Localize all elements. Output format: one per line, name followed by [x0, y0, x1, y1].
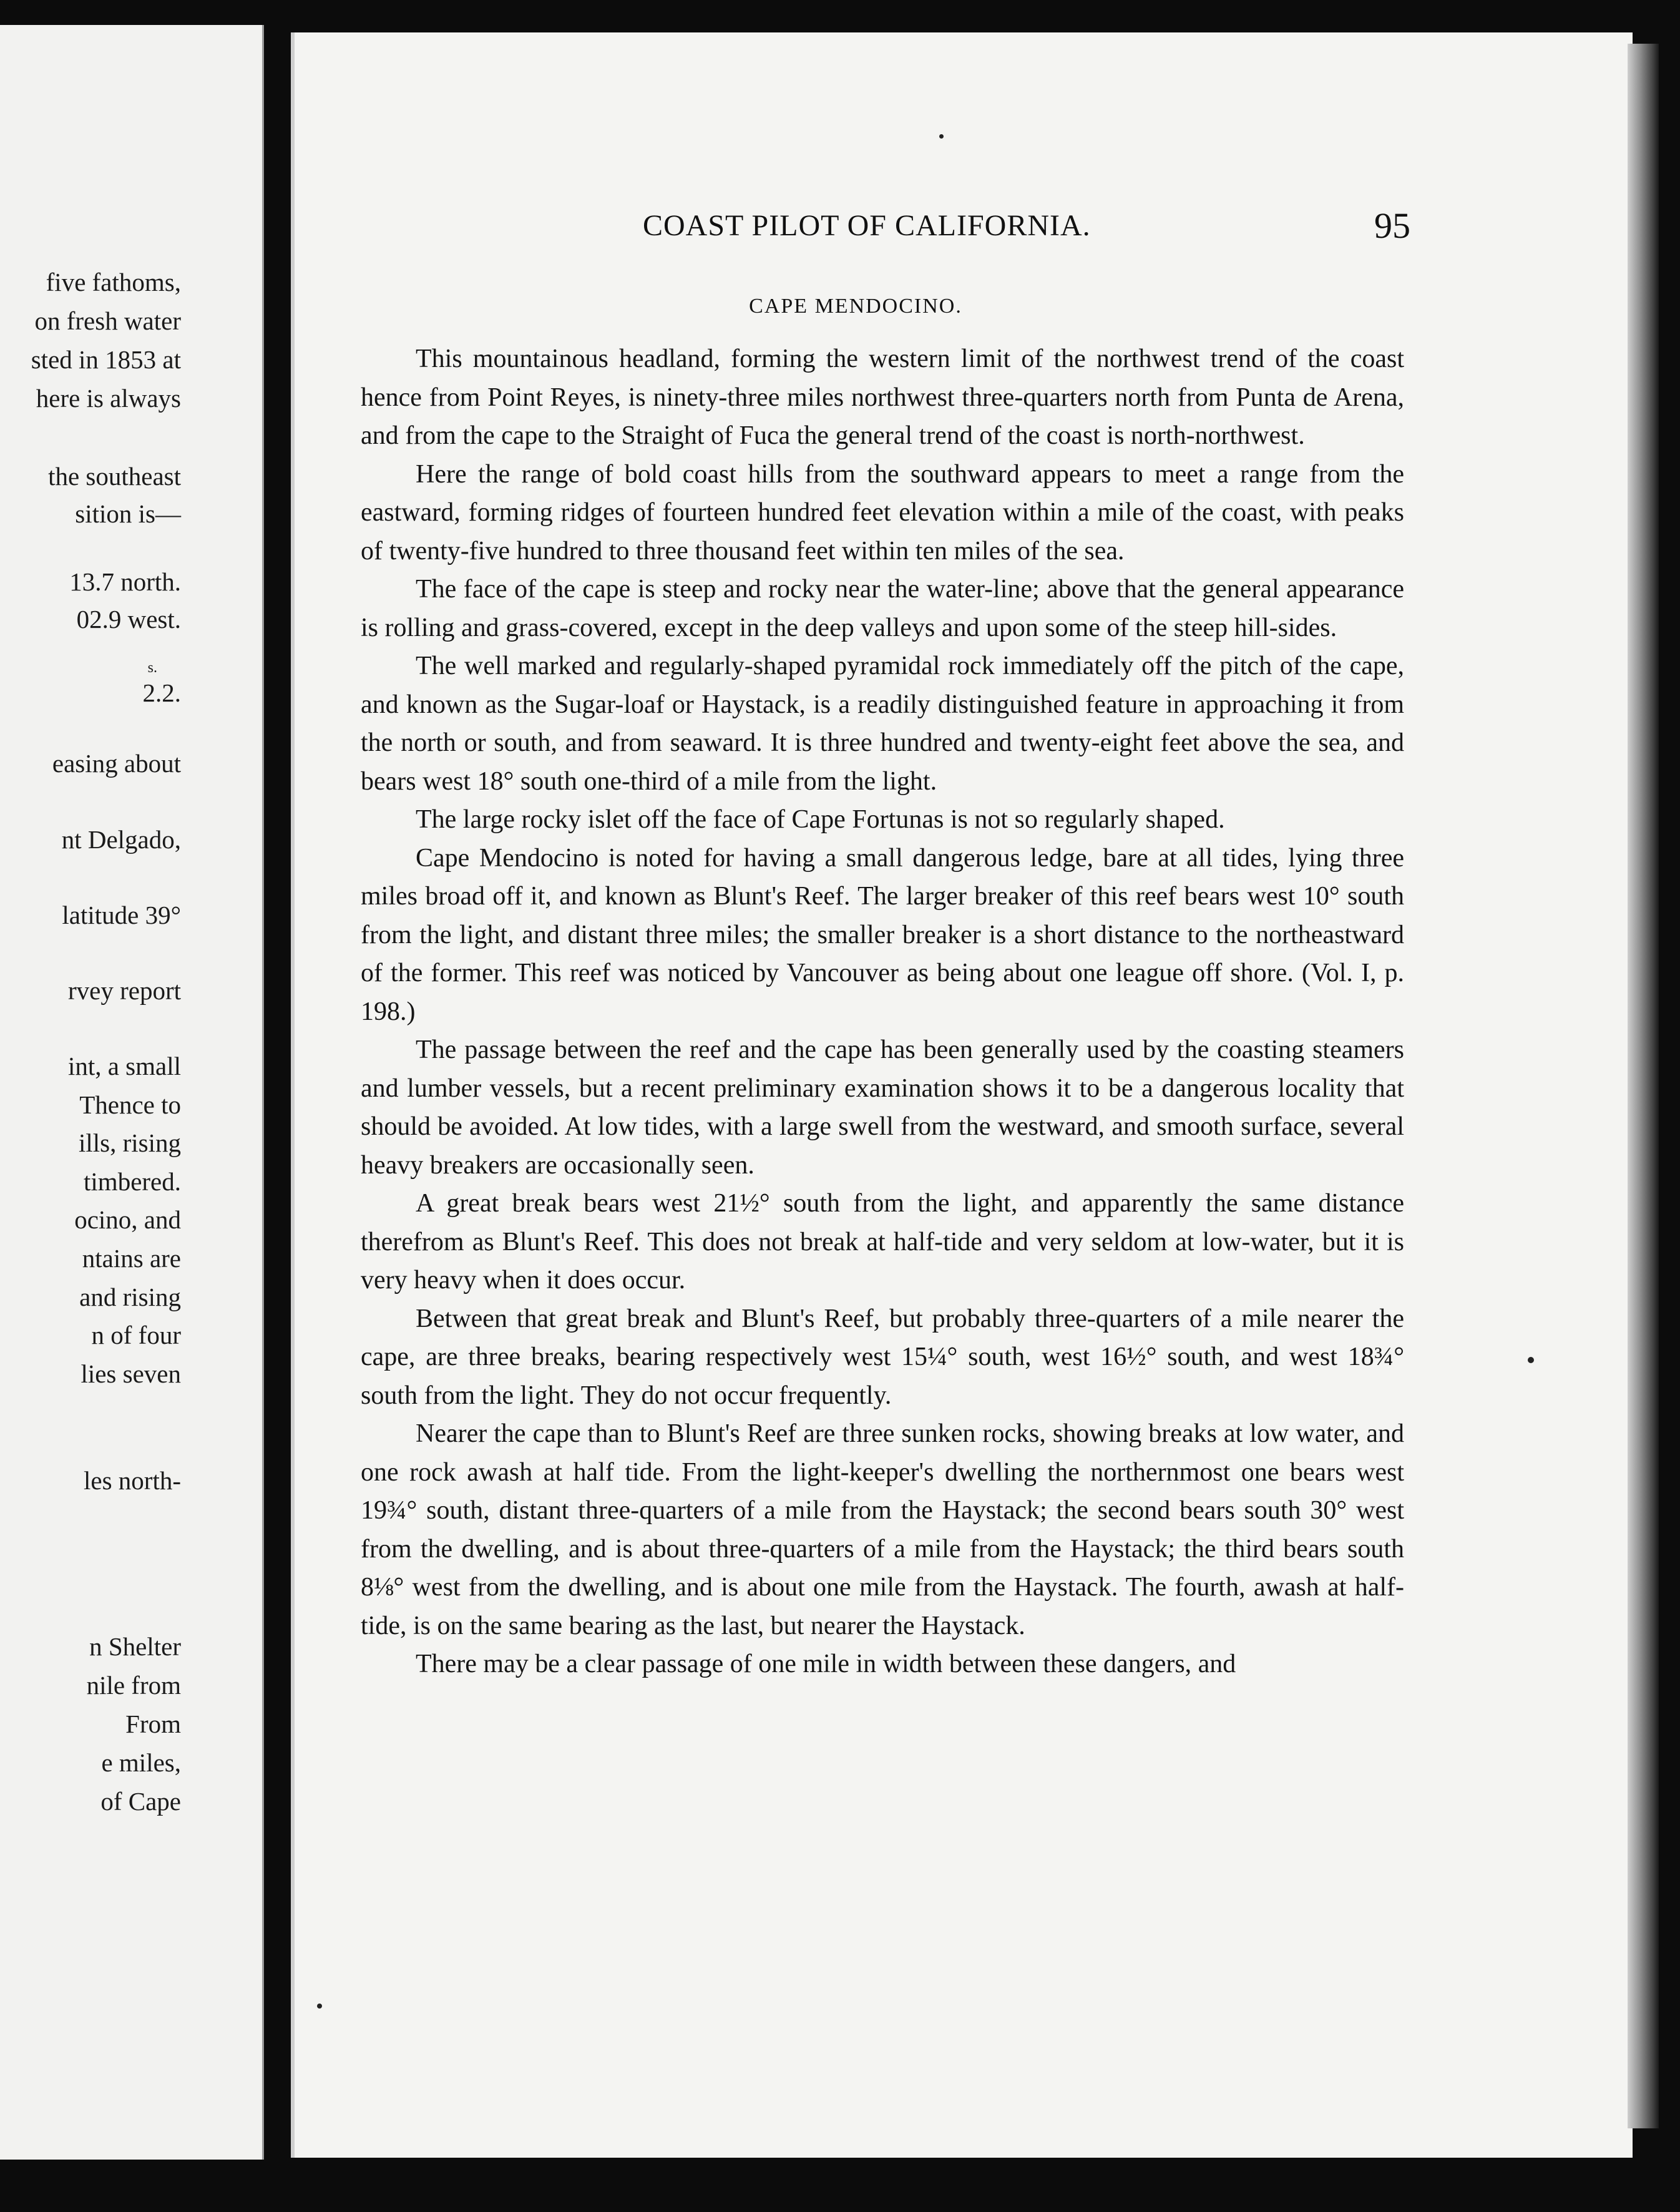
- left-fragment: ntains are: [82, 1244, 181, 1273]
- left-fragment: 2.2.: [142, 678, 181, 707]
- left-fragment: timbered.: [84, 1167, 181, 1196]
- left-fragment: ills, rising: [78, 1128, 181, 1157]
- paragraph: Here the range of bold coast hills from the southward appears to meet a range from the eastward, forming ridges of fourteen hundred feet elevation within a mile of the coast, with peaks of twenty-five hundred to three thousand feet within ten miles of the sea.: [361, 459, 1404, 565]
- left-fragment: sted in 1853 at: [31, 345, 181, 374]
- left-fragment: easing about: [52, 749, 181, 778]
- paragraph: There may be a clear passage of one mile in width between these dangers, and: [416, 1650, 1236, 1678]
- left-fragment: 13.7 north.: [69, 567, 181, 596]
- paragraph: The passage between the reef and the cape has been generally used by the coasting steamers and lumber vessels, but a recent preliminary examination shows it to be a dangerous locality that should be avoided. At low tides, with a large swell from the westward, and smooth surface, several heavy breakers are occasionally seen.: [361, 1035, 1404, 1180]
- left-fragment: s.: [147, 660, 157, 676]
- body-text: [361, 340, 1404, 1684]
- left-fragment: les north-: [84, 1466, 181, 1495]
- left-fragment: sition is—: [75, 499, 181, 528]
- left-fragment: lies seven: [81, 1359, 181, 1388]
- paragraph: Cape Mendocino is noted for having a small dangerous ledge, bare at all tides, lying three miles broad off it, and known as Blunt's Reef. The larger breaker of this reef bears west 10° south from the light, and distant three miles; the smaller breaker is a short distance to the northeastward of the former. This reef was noticed by Vancouver as being about one league off shore. (Vol. I, p. 198.): [361, 843, 1404, 1026]
- left-fragment: latitude 39°: [62, 901, 181, 929]
- left-fragment: e miles,: [101, 1748, 181, 1777]
- left-fragment: From: [125, 1710, 181, 1738]
- paragraph: Between that great break and Blunt's Reef, but probably three-quarters of a mile nearer the cape, are three breaks, bearing respectively west 15¼° south, west 16½° south, and west 18¾° south from the light. They do not occur frequently.: [361, 1304, 1404, 1410]
- left-fragment: 02.9 west.: [76, 605, 181, 634]
- left-fragment: on fresh water: [34, 306, 181, 335]
- left-fragment: rvey report: [68, 976, 181, 1005]
- ink-speck: [939, 134, 944, 139]
- ink-speck: [317, 2004, 322, 2009]
- running-title: COAST PILOT OF CALIFORNIA.: [643, 209, 1091, 242]
- page-number: 95: [1374, 205, 1410, 246]
- left-fragment: n of four: [91, 1321, 181, 1349]
- paragraph: The large rocky islet off the face of Cape Fortunas is not so regularly shaped.: [416, 805, 1225, 834]
- left-fragment: of Cape: [100, 1787, 181, 1816]
- left-fragment: and rising: [79, 1283, 181, 1311]
- paragraph: Nearer the cape than to Blunt's Reef are three sunken rocks, showing breaks at low water, and one rock awash at half tide. From the light-keeper's dwelling the northernmost one bears west 19¾° south, distant three-quarters of a mile from the Haystack; the second bears south 30° west from the dwelling, and is about three-quarters of a mile from the Haystack; the third bears south 8⅛° west from the dwelling, and is about one mile from the Haystack. The fourth, awash at half-tide, is on the same bearing as the last, but nearer the Haystack.: [361, 1419, 1404, 1640]
- ink-speck: [1528, 1357, 1534, 1363]
- paragraph: A great break bears west 21½° south from the light, and apparently the same distance therefrom as Blunt's Reef. This does not break at half-tide and very seldom at low-water, but it is very heavy when it does occur.: [361, 1189, 1404, 1294]
- page-header: [643, 205, 1410, 252]
- paragraph: The face of the cape is steep and rocky near the water-line; above that the general appearance is rolling and grass-covered, except in the deep valleys and upon some of the steep hill-sides.: [361, 575, 1404, 642]
- left-fragment: ocino, and: [74, 1205, 181, 1234]
- left-fragment: nile from: [86, 1671, 181, 1700]
- left-fragment: the southeast: [48, 462, 181, 491]
- paragraph: This mountainous headland, forming the western limit of the northwest trend of the coast hence from Point Reyes, is ninety-three miles northwest three-quarters north from Punta de Arena, and from the cape to the Straight of Fuca the general trend of the coast is north-northwest.: [361, 345, 1404, 450]
- left-fragment: n Shelter: [89, 1632, 181, 1661]
- paragraph: The well marked and regularly-shaped pyramidal rock immediately off the pitch of the cape, and known as the Sugar-loaf or Haystack, is a readily distinguished feature in approaching it from the north or south, and from seaward. It is three hundred and twenty-eight feet above the sea, and bears west 18° south one-third of a mile from the light.: [361, 652, 1404, 796]
- left-fragment: five fathoms,: [46, 268, 181, 296]
- section-title: CAPE MENDOCINO.: [749, 295, 962, 318]
- left-fragment: nt Delgado,: [61, 825, 181, 854]
- left-fragment: here is always: [36, 384, 181, 413]
- left-fragment: int, a small: [67, 1052, 181, 1080]
- left-fragment: Thence to: [79, 1090, 181, 1119]
- facing-page-fragment: [0, 25, 264, 2160]
- page-edge: [1628, 44, 1659, 2128]
